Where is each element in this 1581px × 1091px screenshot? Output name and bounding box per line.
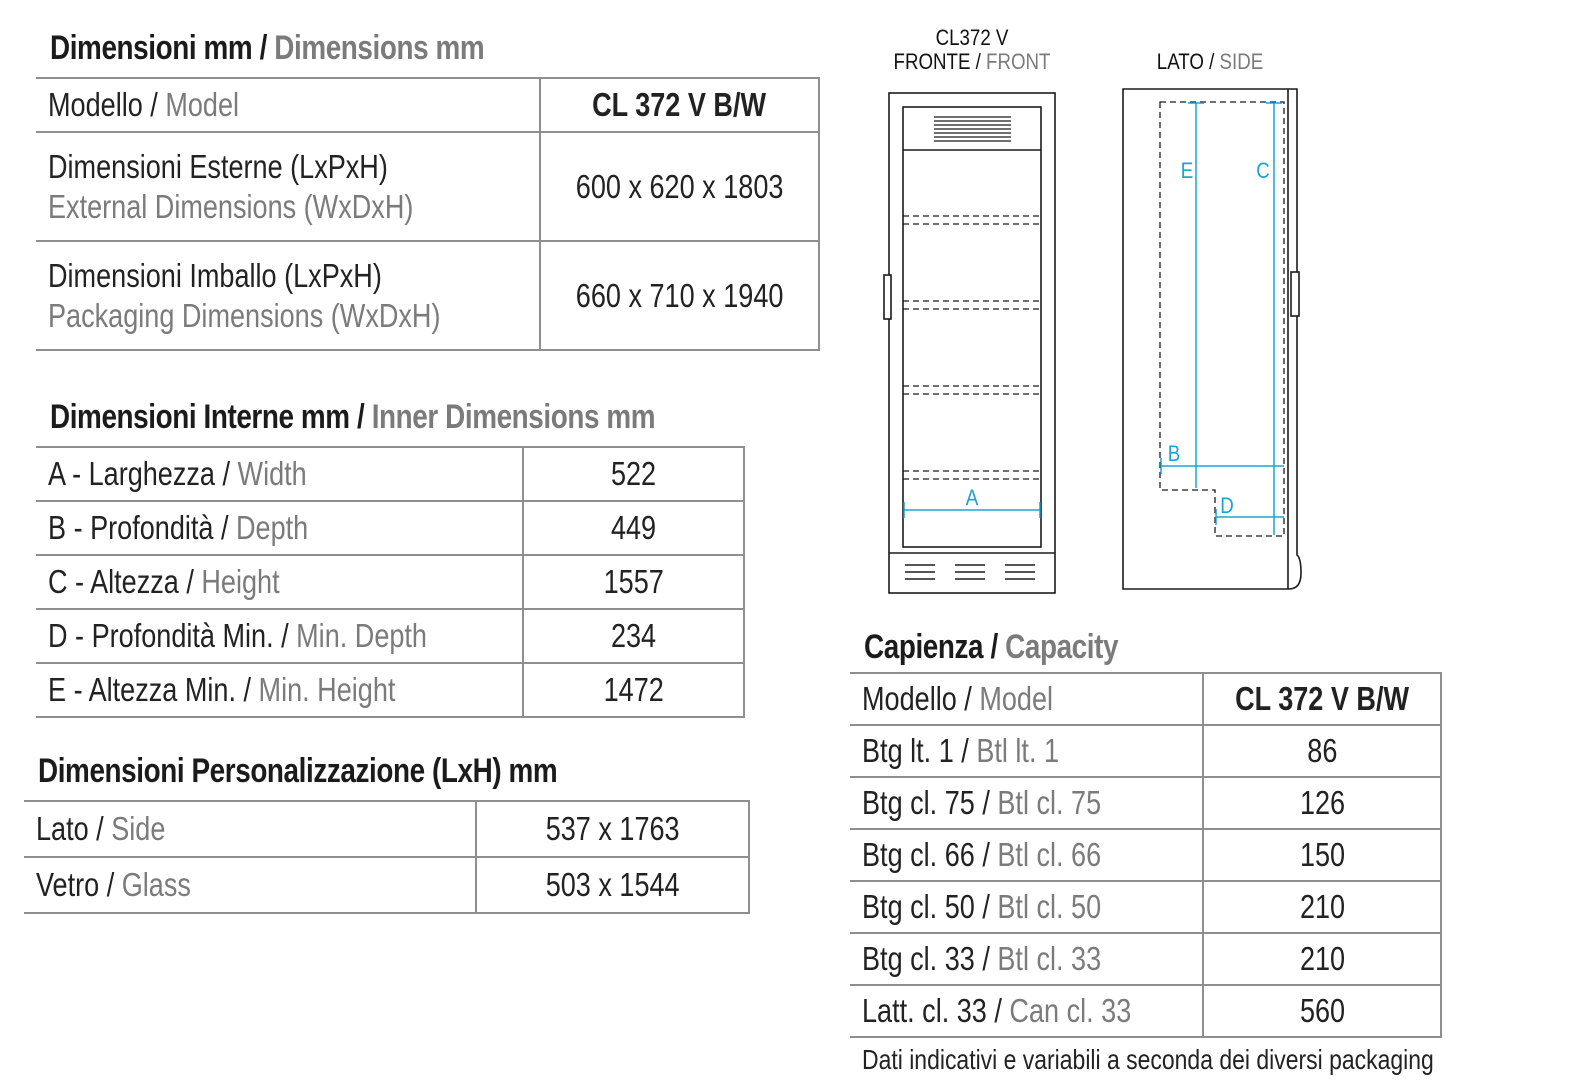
dimensions-header-model: CL 372 V B/W xyxy=(540,78,819,132)
capacity-label: Btg cl. 75 / Btl cl. 75 xyxy=(850,777,1203,829)
table-row xyxy=(24,857,749,913)
external-dimensions-value: 600 x 620 x 1803 xyxy=(540,132,819,241)
dimension-label-b: B xyxy=(1167,441,1181,466)
table-row xyxy=(36,132,819,241)
front-view-label: CL372 V FRONTE / FRONT xyxy=(893,25,1051,74)
front-handle xyxy=(884,275,891,319)
table-row xyxy=(850,881,1441,933)
table-row xyxy=(36,663,744,717)
inner-depth-value: 449 xyxy=(523,501,744,555)
table-row xyxy=(850,933,1441,985)
capacity-value: 150 xyxy=(1203,829,1441,881)
capacity-header-row xyxy=(850,673,1441,725)
custom-glass-label: Vetro / Glass xyxy=(24,857,476,913)
capacity-label: Btg lt. 1 / Btl lt. 1 xyxy=(850,725,1203,777)
table-row xyxy=(850,725,1441,777)
capacity-label: Btg cl. 66 / Btl cl. 66 xyxy=(850,829,1203,881)
capacity-header-model: CL 372 V B/W xyxy=(1203,673,1441,725)
capacity-label: Btg cl. 50 / Btl cl. 50 xyxy=(850,881,1203,933)
dimensions-title xyxy=(50,26,484,70)
front-cabinet-outline xyxy=(889,93,1055,593)
capacity-value: 560 xyxy=(1203,985,1441,1037)
front-vent-bottom xyxy=(905,565,1035,579)
inner-dimensions-title: Dimensioni Interne mm / Inner Dimensions mm xyxy=(50,398,656,436)
custom-side-label: Lato / Side xyxy=(24,801,476,857)
inner-min-depth-value: 234 xyxy=(523,609,744,663)
dimensions-header-row xyxy=(36,78,819,132)
front-door-frame xyxy=(903,107,1041,547)
inner-dimensions-table xyxy=(36,446,745,718)
table-row xyxy=(850,829,1441,881)
custom-side-value: 537 x 1763 xyxy=(476,801,749,857)
front-view xyxy=(884,93,1055,593)
custom-dimensions-title: Dimensioni Personalizzazione (LxH) mm xyxy=(38,752,558,790)
front-shelves xyxy=(903,216,1041,479)
side-view-label: LATO / SIDE xyxy=(1156,49,1264,74)
dimension-label-c: C xyxy=(1256,158,1270,183)
inner-min-height-value: 1472 xyxy=(523,663,744,717)
inner-width-value: 522 xyxy=(523,447,744,501)
table-row xyxy=(24,801,749,857)
external-dimensions-label: Dimensioni Esterne (LxPxH) External Dimensions (WxDxH) xyxy=(36,132,540,241)
packaging-dimensions-label: Dimensioni Imballo (LxPxH) Packaging Dimensions (WxDxH) xyxy=(36,241,540,350)
table-row xyxy=(36,555,744,609)
dimensions-title-en: Dimensions mm xyxy=(274,29,485,67)
front-vent-top xyxy=(934,117,1011,141)
side-view xyxy=(1123,89,1301,589)
table-row xyxy=(36,609,744,663)
side-handle xyxy=(1291,272,1299,316)
capacity-title: Capienza / Capacity xyxy=(864,628,1119,666)
capacity-label: Btg cl. 33 / Btl cl. 33 xyxy=(850,933,1203,985)
capacity-table xyxy=(850,672,1442,1038)
capacity-value: 210 xyxy=(1203,933,1441,985)
inner-min-depth-label: D - Profondità Min. / Min. Depth xyxy=(36,609,523,663)
table-row xyxy=(36,501,744,555)
side-cabinet-outline xyxy=(1123,89,1301,589)
capacity-note: Dati indicativi e variabili a seconda dei diversi packaging xyxy=(862,1044,1434,1075)
capacity-value: 86 xyxy=(1203,725,1441,777)
dimension-label-d: D xyxy=(1220,493,1234,518)
capacity-value: 126 xyxy=(1203,777,1441,829)
inner-height-label: C - Altezza / Height xyxy=(36,555,523,609)
inner-min-height-label: E - Altezza Min. / Min. Height xyxy=(36,663,523,717)
inner-depth-label: B - Profondità / Depth xyxy=(36,501,523,555)
dimension-label-a: A xyxy=(965,485,979,510)
dimension-label-e: E xyxy=(1180,158,1194,183)
inner-height-value: 1557 xyxy=(523,555,744,609)
capacity-header-label: Modello / Model xyxy=(850,673,1203,725)
packaging-dimensions-value: 660 x 710 x 1940 xyxy=(540,241,819,350)
dimensions-table xyxy=(36,77,820,351)
table-row xyxy=(850,985,1441,1037)
capacity-value: 210 xyxy=(1203,881,1441,933)
capacity-label: Latt. cl. 33 / Can cl. 33 xyxy=(850,985,1203,1037)
dimensions-title-it: Dimensioni mm / xyxy=(50,29,275,67)
table-row xyxy=(36,447,744,501)
dimensions-header-label: Modello / Model xyxy=(36,78,540,132)
table-row xyxy=(850,777,1441,829)
inner-width-label: A - Larghezza / Width xyxy=(36,447,523,501)
table-row xyxy=(36,241,819,350)
custom-dimensions-table xyxy=(24,800,750,914)
custom-glass-value: 503 x 1544 xyxy=(476,857,749,913)
